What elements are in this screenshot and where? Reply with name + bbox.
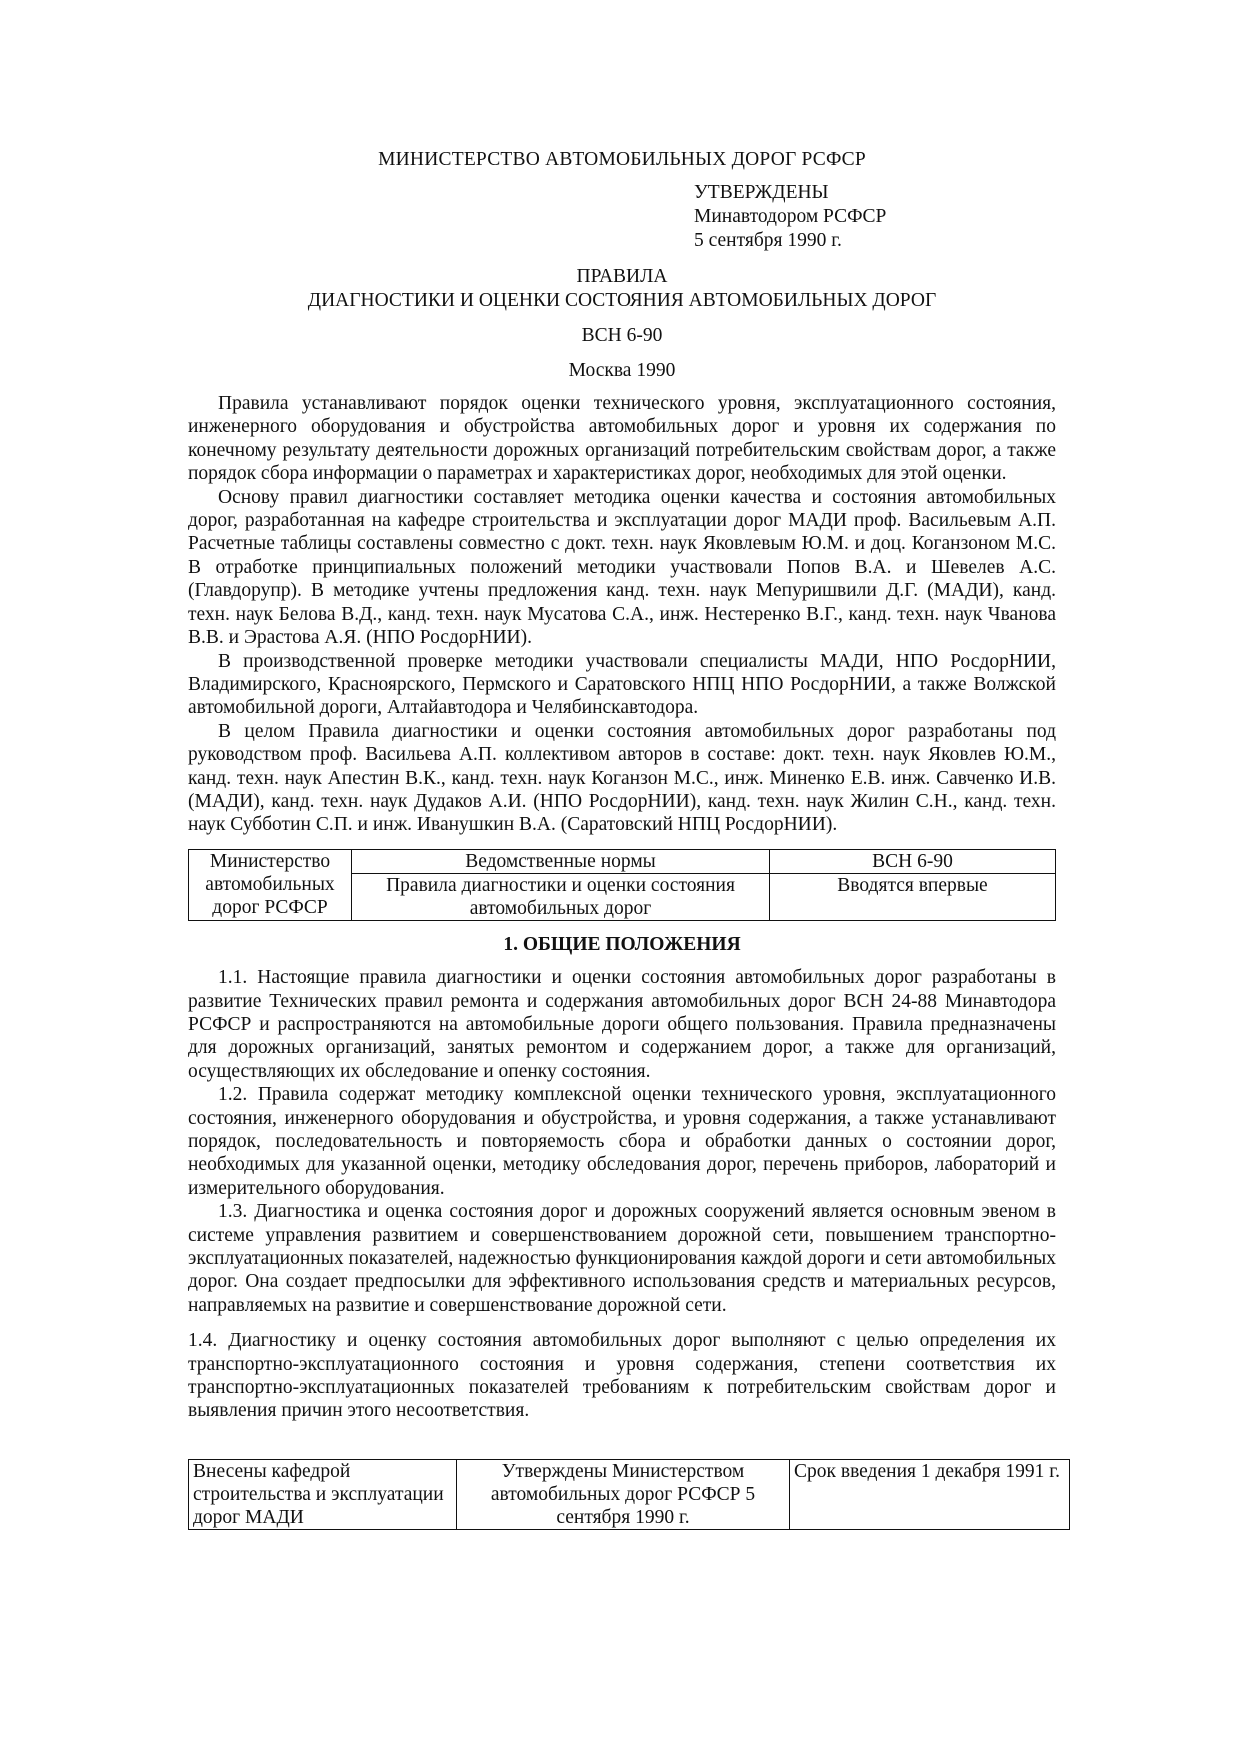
section-title: 1. ОБЩИЕ ПОЛОЖЕНИЯ (503, 933, 741, 955)
section-paragraph: 1.3. Диагностика и оценка состояния дорог и дорожных сооружений является основным эвеном в системе управления развитием и совершенствованием дорожной сети, повышением транспортно-эксплуатационных показателей, надежностью функционирования каждой дороги и сети автомобильных дорог. Она создает предпосылки для эффективного использования средств и материальных ресурсов, направляемых на развитие и совершенствование дорожной сети. (188, 1201, 1056, 1316)
section-paragraph: 1.1. Настоящие правила диагностики и оценки состояния автомобильных дорог разработаны в развитие Технических правил ремонта и содержания автомобильных дорог ВСН 24-88 Минавтодора РСФСР и распространяются на автомобильные дороги общего пользования. Правила предназначены для дорожных организаций, занятых ремонтом и содержанием дорог, а также для организаций, осуществляющих их обследование и опенку состояния. (188, 967, 1056, 1082)
table-cell-norms: Ведомственные нормы (352, 849, 770, 873)
intro-paragraph: Правила устанавливают порядок оценки технического уровня, эксплуатационного состояния, инженерного оборудования и обустройства автомобильных дорог и уровня их содержания по конечному результату деятельности дорожных организаций потребительским свойствам дорог, а также порядок сбора информации о параметрах и характеристиках дорог, необходимых для этой оценки. (188, 393, 1056, 485)
footer-table (188, 1459, 1070, 1530)
ministry-heading: МИНИСТЕРСТВО АВТОМОБИЛЬНЫХ ДОРОГ РСФСР (378, 149, 866, 170)
intro-paragraph: В целом Правила диагностики и оценки состояния автомобильных дорог разработаны под руководством проф. Васильева А.П. коллективом авторов в составе: докт. техн. наук Яковлев Ю.М., канд. техн. наук Апестин В.К., канд. техн. наук Коганзон М.С., инж. Миненко Е.В. инж. Савченко И.В. (МАДИ), канд. техн. наук Дудаков А.И. (НПО РосдорНИИ), канд. техн. наук Жилин С.Н., канд. техн. наук Субботин С.П. и инж. Иванушкин В.А. (Саратовский НПЦ РосдорНИИ). (188, 720, 1056, 836)
section-paragraph: 1.4. Диагностику и оценку состояния автомобильных дорог выполняют с целью определения их транспортно-эксплуатационного состояния и уровня содержания, степени соответствия их транспортно-эксплуатационных показателей требованиям к потребительским свойствам дорог и выявления причин этого несоответствия. (188, 1330, 1056, 1422)
table-cell-ministry: Министерство автомобильных дорог РСФСР (189, 849, 352, 920)
title-line: ДИАГНОСТИКИ И ОЦЕНКИ СОСТОЯНИЯ АВТОМОБИЛЬНЫХ ДОРОГ (307, 289, 937, 311)
document-title (188, 265, 1056, 312)
intro-paragraph: В производственной проверке методики участвовали специалисты МАДИ, НПО РосдорНИИ, Владимирского, Красноярского, Пермского и Саратовского НПЦ НПО РосдорНИИ, а также Волжской автомобильной дороги, Алтайавтодора и Челябинскавтодора. (188, 650, 1056, 719)
header-table (188, 849, 1056, 921)
paragraph-gap (188, 1317, 1056, 1329)
footer-cell-approved: Утверждены Министерством автомобильных дорог РСФСР 5 сентября 1990 г. (457, 1459, 790, 1529)
approval-line: УТВЕРЖДЕНЫ (694, 182, 829, 204)
footer-cell-submitted: Внесены кафедрой строительства и эксплуатации дорог МАДИ (189, 1459, 457, 1529)
approval-stamp (694, 181, 1056, 253)
approval-line: Минавтодором РСФСР (694, 206, 887, 228)
approval-line: 5 сентября 1990 г. (694, 230, 842, 252)
title-line: ПРАВИЛА (576, 266, 668, 288)
document-code: ВСН 6-90 (581, 325, 663, 347)
table-cell-code: ВСН 6-90 (770, 849, 1056, 873)
document-content (188, 148, 1060, 1530)
table-cell-title: Правила диагностики и оценки состояния автомобильных дорог (352, 873, 770, 920)
table-cell-status: Вводятся впервые (770, 873, 1056, 920)
intro-paragraph: Основу правил диагностики составляет методика оценки качества и состояния автомобильных дорог, разработанная на кафедре строительства и эксплуатации дорог МАДИ проф. Васильевым А.П. Расчетные таблицы составлены совместно с докт. техн. наук Яковлевым Ю.М. и доц. Коганзоном М.С. В отработке принципиальных положений методики участвовали Попов В.А. и Шевелев А.С. (Главдорупр). В методике учтены предложения канд. техн. наук Мепуришвили Д.Г. (МАДИ), канд. техн. наук Белова В.Д., канд. техн. наук Мусатова С.А., инж. Нестеренко В.Г., канд. техн. наук Чванова В.В. и Эрастова А.Я. (НПО РосдорНИИ). (188, 486, 1056, 649)
city-year: Москва 1990 (568, 359, 676, 381)
footer-cell-effective-date: Срок введения 1 декабря 1991 г. (790, 1459, 1070, 1529)
section-paragraph: 1.2. Правила содержат методику комплексной оценки технического уровня, эксплуатационного состояния, инженерного оборудования и обустройства, и уровня содержания, а также устанавливают порядок, последовательность и повторяемость сбора и обработки данных о состоянии дорог, необходимых для указанной оценки, методику обследования дорог, перечень приборов, лабораторий и измерительного оборудования. (188, 1084, 1056, 1199)
